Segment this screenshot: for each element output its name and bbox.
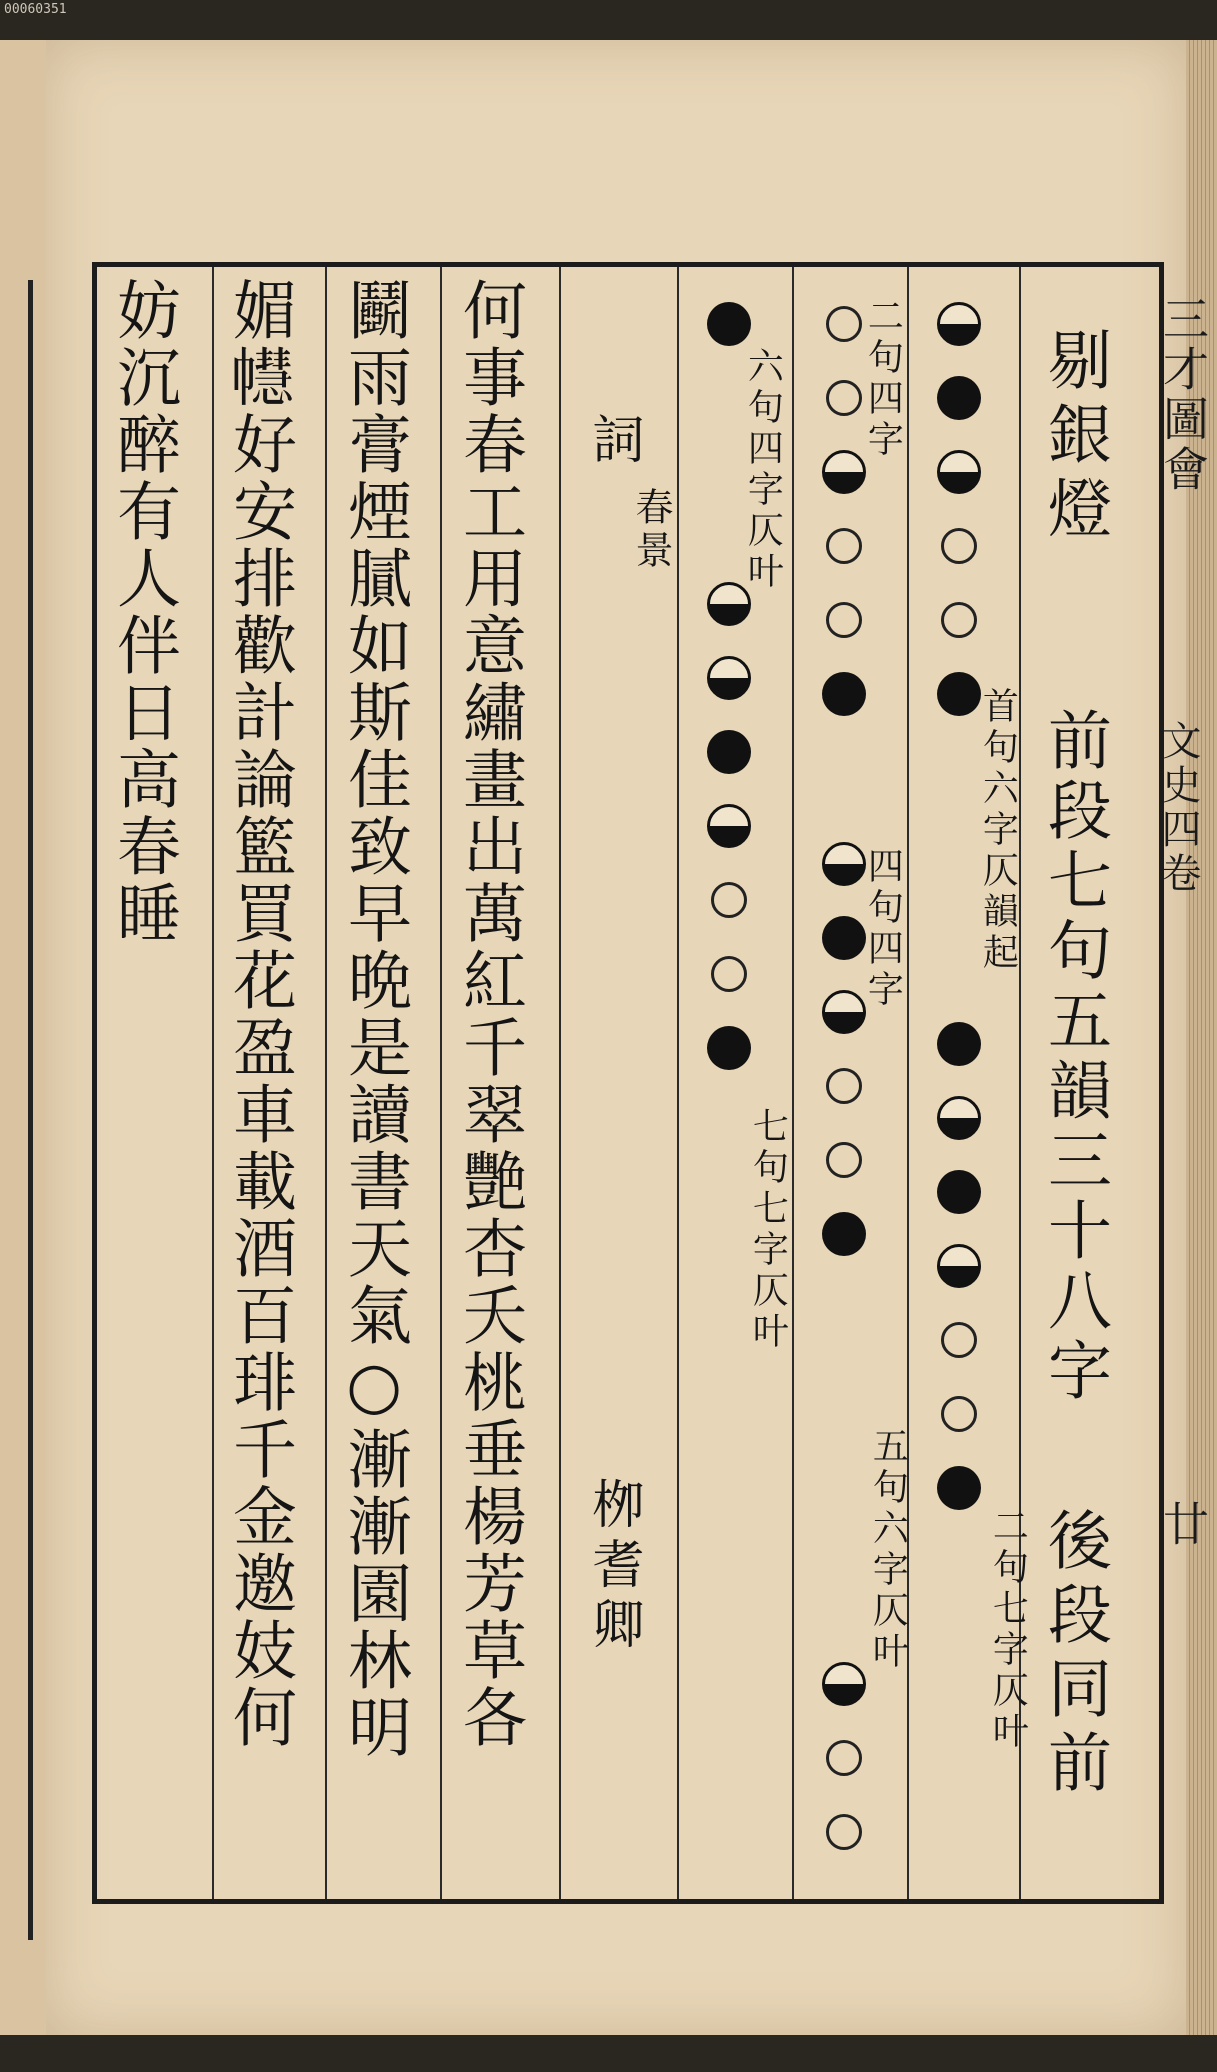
tone-mark-half: [937, 302, 981, 346]
tone-mark-full: [822, 672, 866, 716]
note-second-line: 二句七字仄叶: [987, 1507, 1029, 1753]
column-rule: [677, 267, 679, 1899]
scan-id-label: 00060351: [4, 2, 67, 17]
ci-author: 栁耆卿: [583, 1477, 643, 1657]
tune-name: 剔銀燈: [1037, 327, 1111, 549]
tone-mark-full: [937, 1170, 981, 1214]
column-rule: [792, 267, 794, 1899]
left-page-border: [8, 280, 33, 1940]
tone-mark-full: [937, 376, 981, 420]
tune-rule-second: 後段同前: [1037, 1507, 1111, 1803]
tone-mark-full: [822, 1212, 866, 1256]
margin-book-title: 三才圖會: [1156, 295, 1210, 495]
ci-label: 詞: [583, 412, 643, 472]
tone-mark-empty: [941, 602, 977, 638]
tone-mark-empty: [826, 306, 862, 342]
tone-mark-empty: [941, 1396, 977, 1432]
tone-mark-full: [707, 302, 751, 346]
note-fifth-line: 五句六字仄叶: [867, 1427, 909, 1673]
column-rule: [325, 267, 327, 1899]
tone-mark-full: [707, 730, 751, 774]
tone-mark-half: [937, 450, 981, 494]
tone-mark-empty: [826, 1814, 862, 1850]
tone-mark-half: [822, 450, 866, 494]
tone-mark-empty: [711, 882, 747, 918]
tune-rule: 前段七句五韻三十八字: [1037, 707, 1111, 1407]
tone-mark-full: [937, 672, 981, 716]
tone-pattern-b2: [822, 827, 866, 1271]
tone-mark-half: [937, 1244, 981, 1288]
margin-juan: 文史四卷: [1155, 720, 1201, 896]
tone-mark-full: [937, 1466, 981, 1510]
tone-pattern-b3: [822, 1647, 866, 1869]
note-seventh-line: 七句七字仄叶: [747, 1107, 789, 1353]
tone-mark-half: [707, 582, 751, 626]
note-third-line: 二句四字: [862, 297, 904, 461]
column-rule: [440, 267, 442, 1899]
tone-pattern-a: [937, 287, 981, 731]
tone-pattern-c2: [707, 567, 751, 1085]
tone-mark-half: [822, 842, 866, 886]
note-sixth-line: 六句四字仄叶: [742, 347, 784, 593]
tone-mark-half: [707, 804, 751, 848]
column-rule: [559, 267, 561, 1899]
tone-mark-empty: [826, 1142, 862, 1178]
tone-mark-empty: [826, 602, 862, 638]
poem-text-column: 妨沉醉有人伴日高春睡: [106, 277, 180, 947]
tone-mark-empty: [826, 1740, 862, 1776]
note-fourth-line: 四句四字: [862, 847, 904, 1011]
poem-text-column: 鬬雨膏煙膩如斯佳致早晩是讀書天氣○漸漸園林明: [337, 277, 411, 1761]
tone-mark-full: [937, 1022, 981, 1066]
note-first-line: 首句六字仄韻起: [977, 687, 1019, 974]
tone-mark-empty: [826, 528, 862, 564]
tone-mark-half: [822, 1662, 866, 1706]
tone-pattern-b: [822, 287, 866, 731]
tone-mark-full: [707, 1026, 751, 1070]
tone-mark-empty: [826, 380, 862, 416]
tone-mark-full: [822, 916, 866, 960]
tone-mark-half: [937, 1096, 981, 1140]
tone-mark-half: [822, 990, 866, 1034]
text-frame: [92, 262, 1164, 1904]
tone-mark-empty: [711, 956, 747, 992]
ci-subject: 春景: [629, 487, 673, 573]
column-rule: [212, 267, 214, 1899]
poem-text-column: 媚𢅫好安排歡計論籃買花盈車載酒百琲千金邀妓何: [222, 277, 296, 1751]
tone-mark-empty: [941, 528, 977, 564]
tone-mark-empty: [826, 1068, 862, 1104]
poem-text-column: 何事春工用意繡畫出萬紅千翠艷杏夭桃垂楊芳草各: [452, 277, 526, 1751]
margin-folio: 廿: [1156, 1500, 1210, 1550]
tone-mark-half: [707, 656, 751, 700]
tone-pattern-a2: [937, 1007, 981, 1525]
tone-mark-empty: [941, 1322, 977, 1358]
